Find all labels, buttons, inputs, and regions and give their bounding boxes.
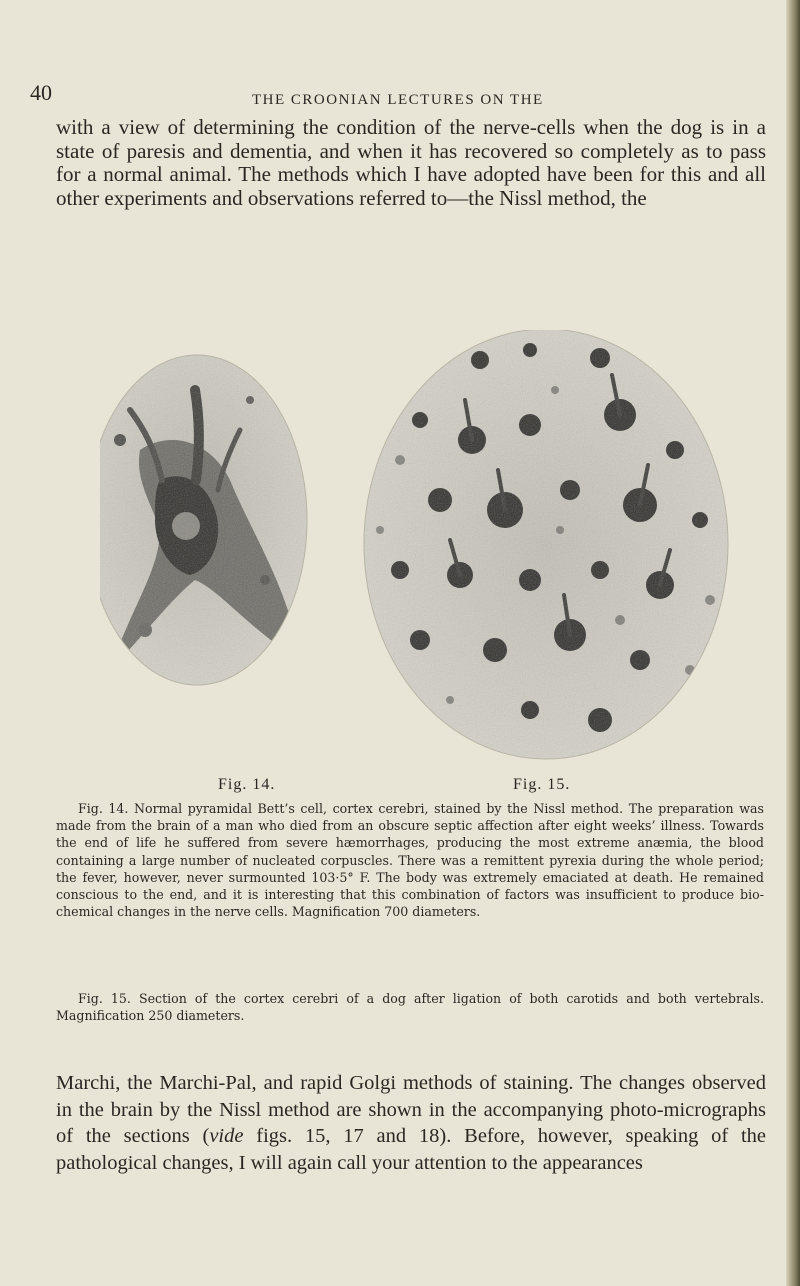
intro-paragraph: with a view of determining the condition of the nerve-cells when the dog is in a state of paresis and dementia, and when it has recovered so completely as to pass for a normal animal. The methods which I have adopted have been for this and all other experiments and observations referred to—the Nissl method, the bbox=[56, 115, 766, 210]
micrograph-figures bbox=[100, 330, 790, 770]
micrograph-plate bbox=[100, 330, 790, 770]
figure-14-label: Fig. 14. bbox=[218, 776, 276, 793]
figure-15-caption: Fig. 15. Section of the cortex cerebri of a dog after ligation of both carotids and both vertebrals. Magnification 250 diameters. bbox=[56, 991, 764, 1024]
running-head: THE CROONIAN LECTURES ON THE bbox=[252, 92, 544, 108]
figure-14-caption: Fig. 14. Normal pyramidal Bett’s cell, cortex cerebri, stained by the Nissl method. The preparation was made from the brain of a man who died from an obscure septic affection after eight weeks’ illness. Towards the end of life he suffered from severe hæmorrhages, producing the most extreme anæmia, the blood containing a large number of nucleated corpuscles. There was a remittent pyrexia during the whole period; the fever, however, never surmounted 103·5° F. The body was extremely emaciated at death. He remained conscious to the end, and it is interesting that this combination of factors was insufficient to produce bio-chemical changes in the nerve cells. Magnification 700 diameters. bbox=[56, 801, 764, 920]
body-text-part-2: figs. 15, 17 and 18). Before, however, speaking of the pathological changes, I will again call your attention to the appearances bbox=[56, 1125, 766, 1175]
figure-15-micrograph bbox=[350, 330, 750, 770]
figure-15-label: Fig. 15. bbox=[513, 776, 571, 793]
body-paragraph bbox=[56, 1070, 766, 1177]
vide-italic: vide bbox=[209, 1125, 244, 1148]
body-text-part-1: Marchi, the Marchi-Pal, and rapid Golgi methods of staining. The changes observed in the brain by the Nissl method are shown in the accompanying photo-micrographs of the sections ( bbox=[56, 1072, 766, 1148]
figure-14-micrograph bbox=[100, 350, 320, 690]
page-number: 40 bbox=[30, 80, 52, 105]
